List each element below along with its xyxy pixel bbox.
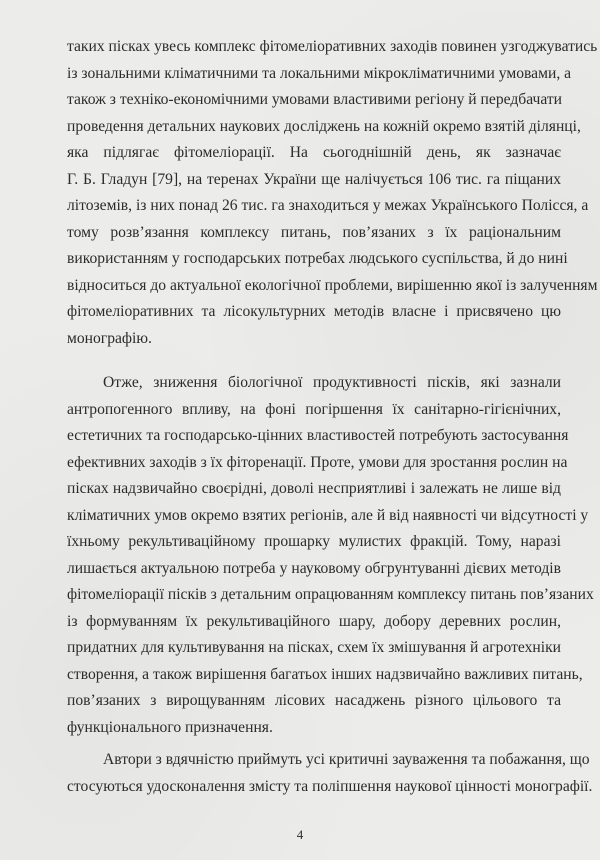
text-line: відноситься до актуальної екологічної проблеми, вирішенню якої із залученням — [67, 276, 598, 294]
paragraph-intro — [67, 34, 598, 352]
text-line: їхньому рекультиваційному прошарку мулистих фракцій. Тому, наразі — [67, 533, 561, 550]
paragraph-acknowledgement — [67, 747, 593, 800]
text-line: фітомеліорації пісків з детальним опрацюванням комплексу питань пов’язаних — [67, 586, 594, 603]
text-line: естетичних та господарсько-цінних властивостей потребують застосування — [67, 427, 569, 444]
text-line: ефективних заходів з їх фіторенації. Проте, умови для зростання рослин на — [67, 453, 568, 471]
page-number: 4 — [296, 827, 304, 842]
text-line: лишається актуальною потреба у науковому обгрунтуванні дієвих методів — [67, 559, 561, 577]
text-line: придатних для культивування на пісках, схем їх змішування й агротехніки — [67, 639, 561, 656]
text-line: монографію. — [67, 329, 152, 347]
text-line: із формуванням їх рекультиваційного шару, добору деревних рослин, — [67, 612, 561, 630]
text-line: стосуються удосконалення змісту та поліпшення наукової цінності монографії. — [67, 777, 593, 795]
text-line: яка підлягає фітомеліорації. На сьогоднішній день, як зазначає — [67, 144, 561, 161]
text-line: функціонального призначення. — [67, 718, 273, 736]
text-line: створення, а також вирішення багатьох інших надзвичайно важливих питань, — [67, 665, 583, 683]
text-line: пісках надзвичайно своєрідні, доволі несприятливі і залежать не лише від — [67, 480, 561, 497]
body-text — [67, 34, 598, 800]
text-line: пов’язаних з вирощуванням лісових насаджень різного цільового та — [67, 692, 561, 709]
text-line: проведення детальних наукових досліджень на кожній окремо взятій ділянці, — [67, 117, 581, 135]
text-line: із зональними кліматичними та локальними мікрокліматичними умовами, а — [67, 64, 572, 82]
text-line: фітомеліоративних та лісокультурних методів власне і присвячено цю — [67, 303, 561, 320]
text-line: таких пісках увесь комплекс фітомеліоративних заходів повинен узгоджуватись — [67, 38, 598, 55]
text-line: використанням у господарських потребах людського суспільства, й до нині — [67, 250, 568, 267]
text-line: Г. Б. Гладун [79], на теренах України ще налічується 106 тис. га піщаних — [67, 170, 561, 188]
text-line: тому розв’язання комплексу питань, пов’язаних з їх раціональним — [67, 223, 561, 241]
text-line: літоземів, із них понад 26 тис. га знаходиться у межах Українського Полісся, а — [67, 197, 589, 214]
text-line: кліматичних умов окремо взятих регіонів, але й від наявності чи відсутності у — [67, 506, 589, 524]
text-line: також з техніко-економічними умовами властивими регіону й передбачати — [67, 91, 563, 108]
text-line: Автори з вдячністю приймуть усі критичні зауваження та побажання, що — [103, 751, 590, 768]
paragraph-problem — [67, 370, 594, 741]
text-line: антропогенного впливу, на фоні погіршення їх санітарно-гігієнічних, — [67, 400, 561, 418]
text-line: Отже, зниження біологічної продуктивності пісків, які зазнали — [103, 374, 561, 391]
